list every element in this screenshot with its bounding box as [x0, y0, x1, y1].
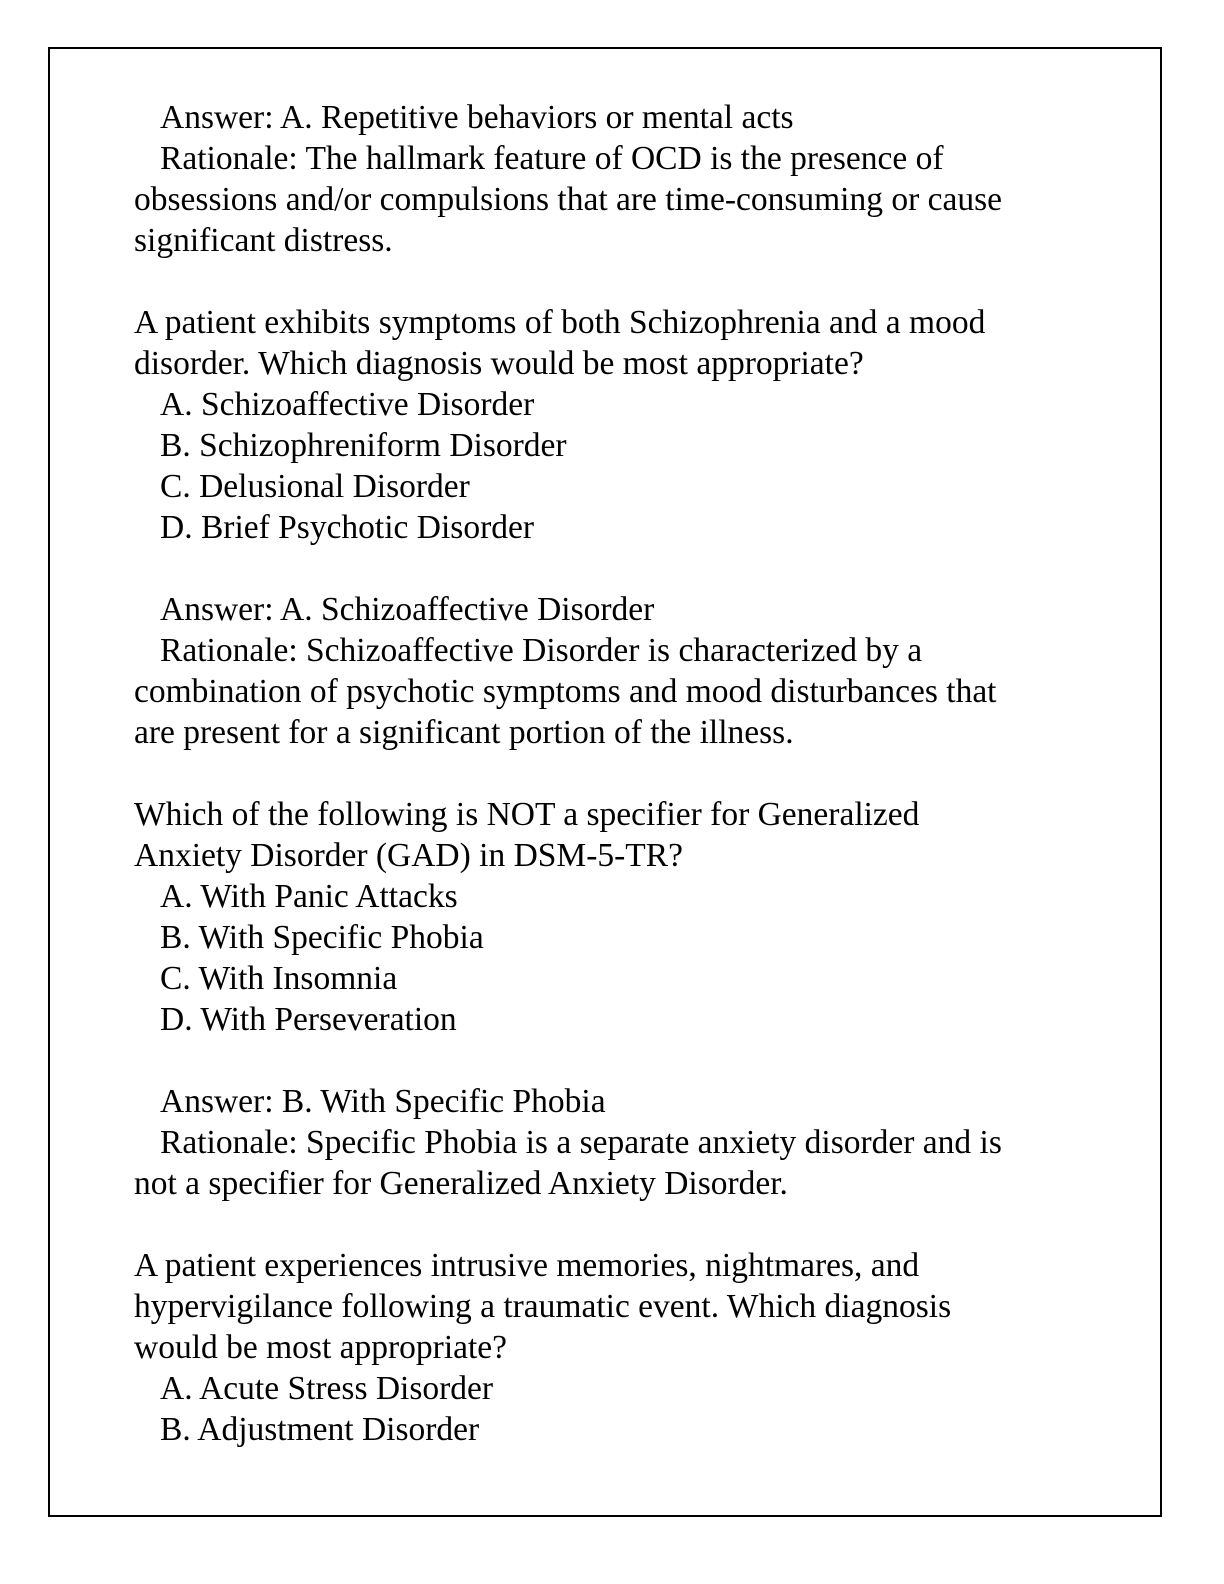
spacer	[134, 548, 1094, 589]
answer-line: Answer: B. With Specific Phobia	[160, 1083, 606, 1120]
rationale-line: Rationale: The hallmark feature of OCD is the presence of	[160, 140, 944, 177]
rationale-line: not a specifier for Generalized Anxiety Disorder.	[134, 1165, 788, 1202]
rationale-line: are present for a significant portion of the illness.	[134, 714, 794, 751]
question-line: disorder. Which diagnosis would be most appropriate?	[134, 345, 864, 382]
spacer	[134, 753, 1094, 794]
rationale-line: combination of psychotic symptoms and mood disturbances that	[134, 673, 997, 710]
question-block	[134, 1245, 1094, 1450]
option-d: D. With Perseveration	[160, 1001, 457, 1038]
document-body	[134, 97, 1094, 1450]
option-c: C. With Insomnia	[160, 960, 398, 997]
question-block	[134, 794, 1094, 1040]
question-line: A patient exhibits symptoms of both Schizophrenia and a mood	[134, 304, 986, 341]
option-a: A. Schizoaffective Disorder	[160, 386, 535, 423]
option-c: C. Delusional Disorder	[160, 468, 470, 505]
spacer	[134, 1204, 1094, 1245]
option-a: A. With Panic Attacks	[160, 878, 458, 915]
answer-block	[134, 97, 1094, 261]
rationale-line: obsessions and/or compulsions that are time-consuming or cause	[134, 181, 1003, 218]
answer-line: Answer: A. Repetitive behaviors or mental acts	[160, 99, 794, 136]
spacer	[134, 261, 1094, 302]
option-b: B. Adjustment Disorder	[160, 1411, 480, 1448]
answer-block	[134, 589, 1094, 753]
question-line: hypervigilance following a traumatic event. Which diagnosis	[134, 1288, 952, 1325]
rationale-line: Rationale: Schizoaffective Disorder is characterized by a	[160, 632, 923, 669]
rationale-line: significant distress.	[134, 222, 393, 259]
option-d: D. Brief Psychotic Disorder	[160, 509, 535, 546]
option-b: B. Schizophreniform Disorder	[160, 427, 567, 464]
question-line: would be most appropriate?	[134, 1329, 508, 1366]
question-line: Which of the following is NOT a specifier for Generalized	[134, 796, 920, 833]
question-line: Anxiety Disorder (GAD) in DSM-5-TR?	[134, 837, 683, 874]
spacer	[134, 1040, 1094, 1081]
rationale-line: Rationale: Specific Phobia is a separate anxiety disorder and is	[160, 1124, 1002, 1161]
answer-line: Answer: A. Schizoaffective Disorder	[160, 591, 655, 628]
option-a: A. Acute Stress Disorder	[160, 1370, 494, 1407]
option-b: B. With Specific Phobia	[160, 919, 484, 956]
answer-block	[134, 1081, 1094, 1204]
question-block	[134, 302, 1094, 548]
question-line: A patient experiences intrusive memories, nightmares, and	[134, 1247, 920, 1284]
